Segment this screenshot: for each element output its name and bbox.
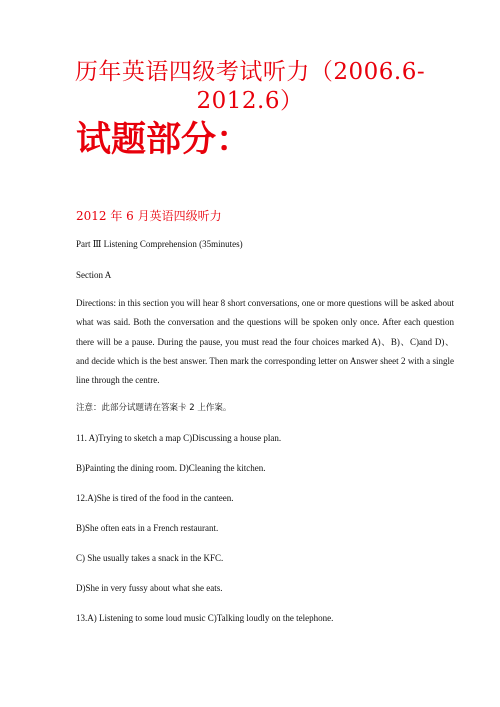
title-line-2: 2012.6） xyxy=(196,88,304,114)
exam-heading: 2012 年 6 月英语四级听力 xyxy=(76,209,222,223)
page-title xyxy=(40,58,460,116)
answer-note: 注意：此部分试题请在答案卡 2 上作案。 xyxy=(76,403,232,413)
section-subtitle: 试题部分： xyxy=(76,120,252,160)
question-line: B)She often eats in a French restaurant. xyxy=(76,523,219,533)
directions-paragraph: Directions: in this section you will hear 8 short conversations, one or more questions will be asked about what was said. Both the conversation and the questions will be spoken only once. After each question there will be a pause. During the pause, you must read the four choices marked A)、B)、C)and D)、and decide which is the best answer. Then mark the corresponding letter on Answer sheet 2 with a single line through the centre. xyxy=(76,298,454,386)
question-line: D)She in very fussy about what she eats. xyxy=(76,583,223,593)
title-line-1: 历年英语四级考试听力（2006.6- xyxy=(74,59,426,85)
part-line: Part Ⅲ Listening Comprehension (35minutes) xyxy=(76,239,243,249)
question-line: 13.A) Listening to some loud music C)Talking loudly on the telephone. xyxy=(76,613,334,623)
section-a-label: Section A xyxy=(76,270,112,280)
question-line: 12.A)She is tired of the food in the canteen. xyxy=(76,493,234,503)
question-line: B)Painting the dining room. D)Cleaning the kitchen. xyxy=(76,463,266,473)
question-line: C) She usually takes a snack in the KFC. xyxy=(76,553,224,563)
question-line: 11. A)Trying to sketch a map C)Discussing a house plan. xyxy=(76,433,282,443)
